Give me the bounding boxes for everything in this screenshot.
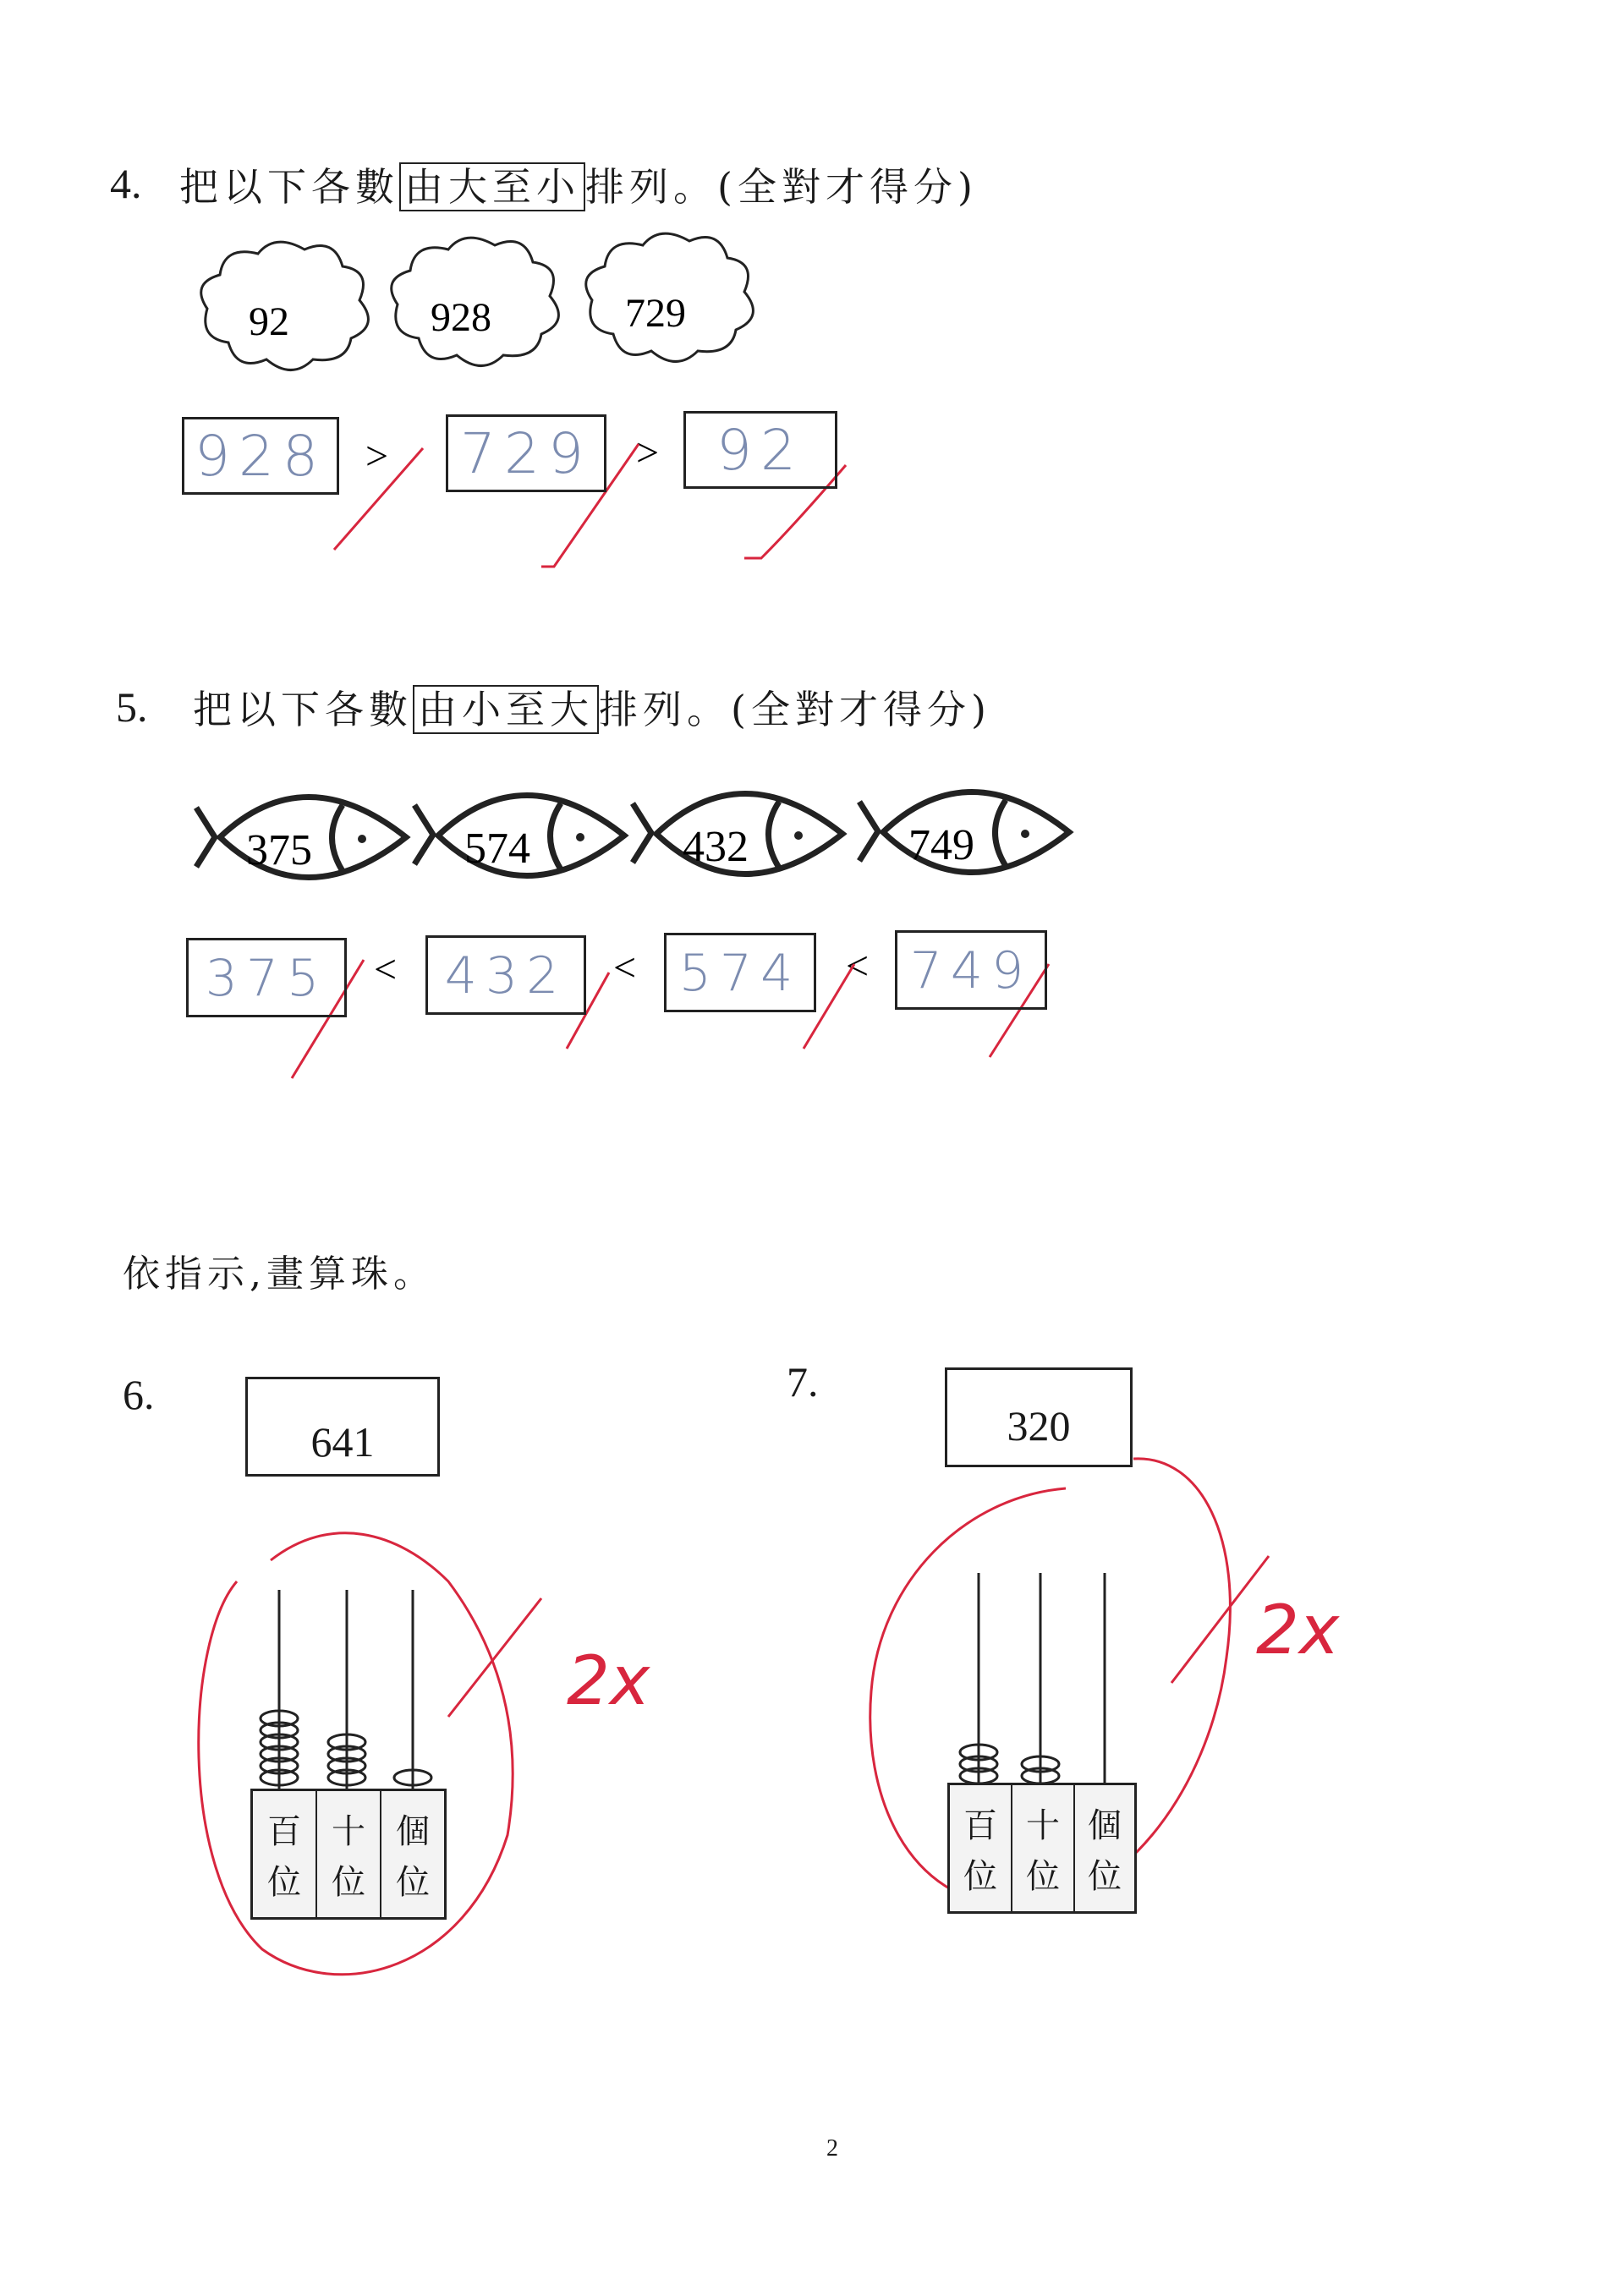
q7-mark: 2x [1256,1591,1340,1669]
q7-beads [960,1745,1059,1784]
q7-correction-slash [1171,1556,1269,1683]
cloud-3-number: 729 [625,291,686,336]
q5-answer-3: 574 [678,944,802,1003]
fish-4-number: 749 [908,821,974,869]
question-5-figure [0,761,1624,1099]
q7-hundreds-label: 百 位 [950,1785,1012,1911]
q6-ones-label: 個 位 [396,1811,430,1903]
q6-mark: 2x [567,1641,650,1720]
comparator-q5-1: < [374,947,398,992]
comparator-q4-1: > [365,434,389,479]
q5-answer-box-1[interactable] [186,938,347,1017]
abacus-instruction: 依指示,畫算珠。 [123,1252,436,1296]
q6-target-box [245,1377,440,1477]
question-5-text-before: 把以下各數 [193,687,413,732]
question-4-text-before: 把以下各數 [179,164,399,210]
q6-correction-slash [448,1598,541,1717]
q6-abacus-drawing [169,1480,694,2021]
q4-answer-box-3[interactable] [683,411,837,489]
question-4-keyword-box: 由大至小 [399,162,585,211]
q5-answer-2: 432 [444,946,568,1006]
comparator-q5-3: < [846,944,870,989]
q4-answer-2: 729 [460,421,592,486]
q6-hundreds-label: 百 位 [253,1791,317,1917]
q4-answer-1: 928 [195,424,326,489]
question-4-figure [0,0,1624,592]
comparator-q4-2: > [636,430,660,475]
q5-answer-1: 375 [205,949,328,1008]
question-4-text-after: 排列。(全對才得分) [585,164,978,210]
comparator-q5-2: < [613,945,637,990]
q5-answer-box-4[interactable] [895,930,1047,1010]
q6-place-value-table [250,1789,447,1920]
question-5-keyword-box: 由小至大 [413,685,599,734]
q7-abacus-drawing [846,1438,1438,1987]
cloud-2-number: 928 [431,295,491,340]
q7-place-value-table [947,1783,1137,1914]
q7-ones-label: 個 位 [1088,1806,1122,1897]
question-5-prompt [193,679,991,735]
q4-answer-3: 92 [716,418,804,483]
q6-tens-label: 十 位 [317,1791,381,1917]
q5-answer-box-3[interactable] [664,933,816,1012]
question-6-number: 6. [123,1371,155,1418]
q4-answer-box-1[interactable] [182,417,339,495]
q6-target-number: 641 [310,1418,375,1466]
q7-tens-label: 十 位 [1012,1785,1075,1911]
page-number: 2 [826,2135,838,2162]
question-4-number: 4. [110,160,142,207]
question-7-number: 7. [787,1358,819,1406]
q4-answer-box-2[interactable] [446,414,606,492]
q5-answer-4: 749 [909,941,1033,1000]
fish-2-number: 574 [464,825,530,873]
question-5-text-after: 排列。(全對才得分) [599,687,991,732]
fish-1-number: 375 [246,826,312,874]
fish-3-number: 432 [683,823,749,871]
question-5-number: 5. [116,683,148,731]
cloud-1-number: 92 [249,299,289,344]
q5-answer-box-2[interactable] [425,935,586,1015]
q7-target-number: 320 [1007,1402,1071,1449]
